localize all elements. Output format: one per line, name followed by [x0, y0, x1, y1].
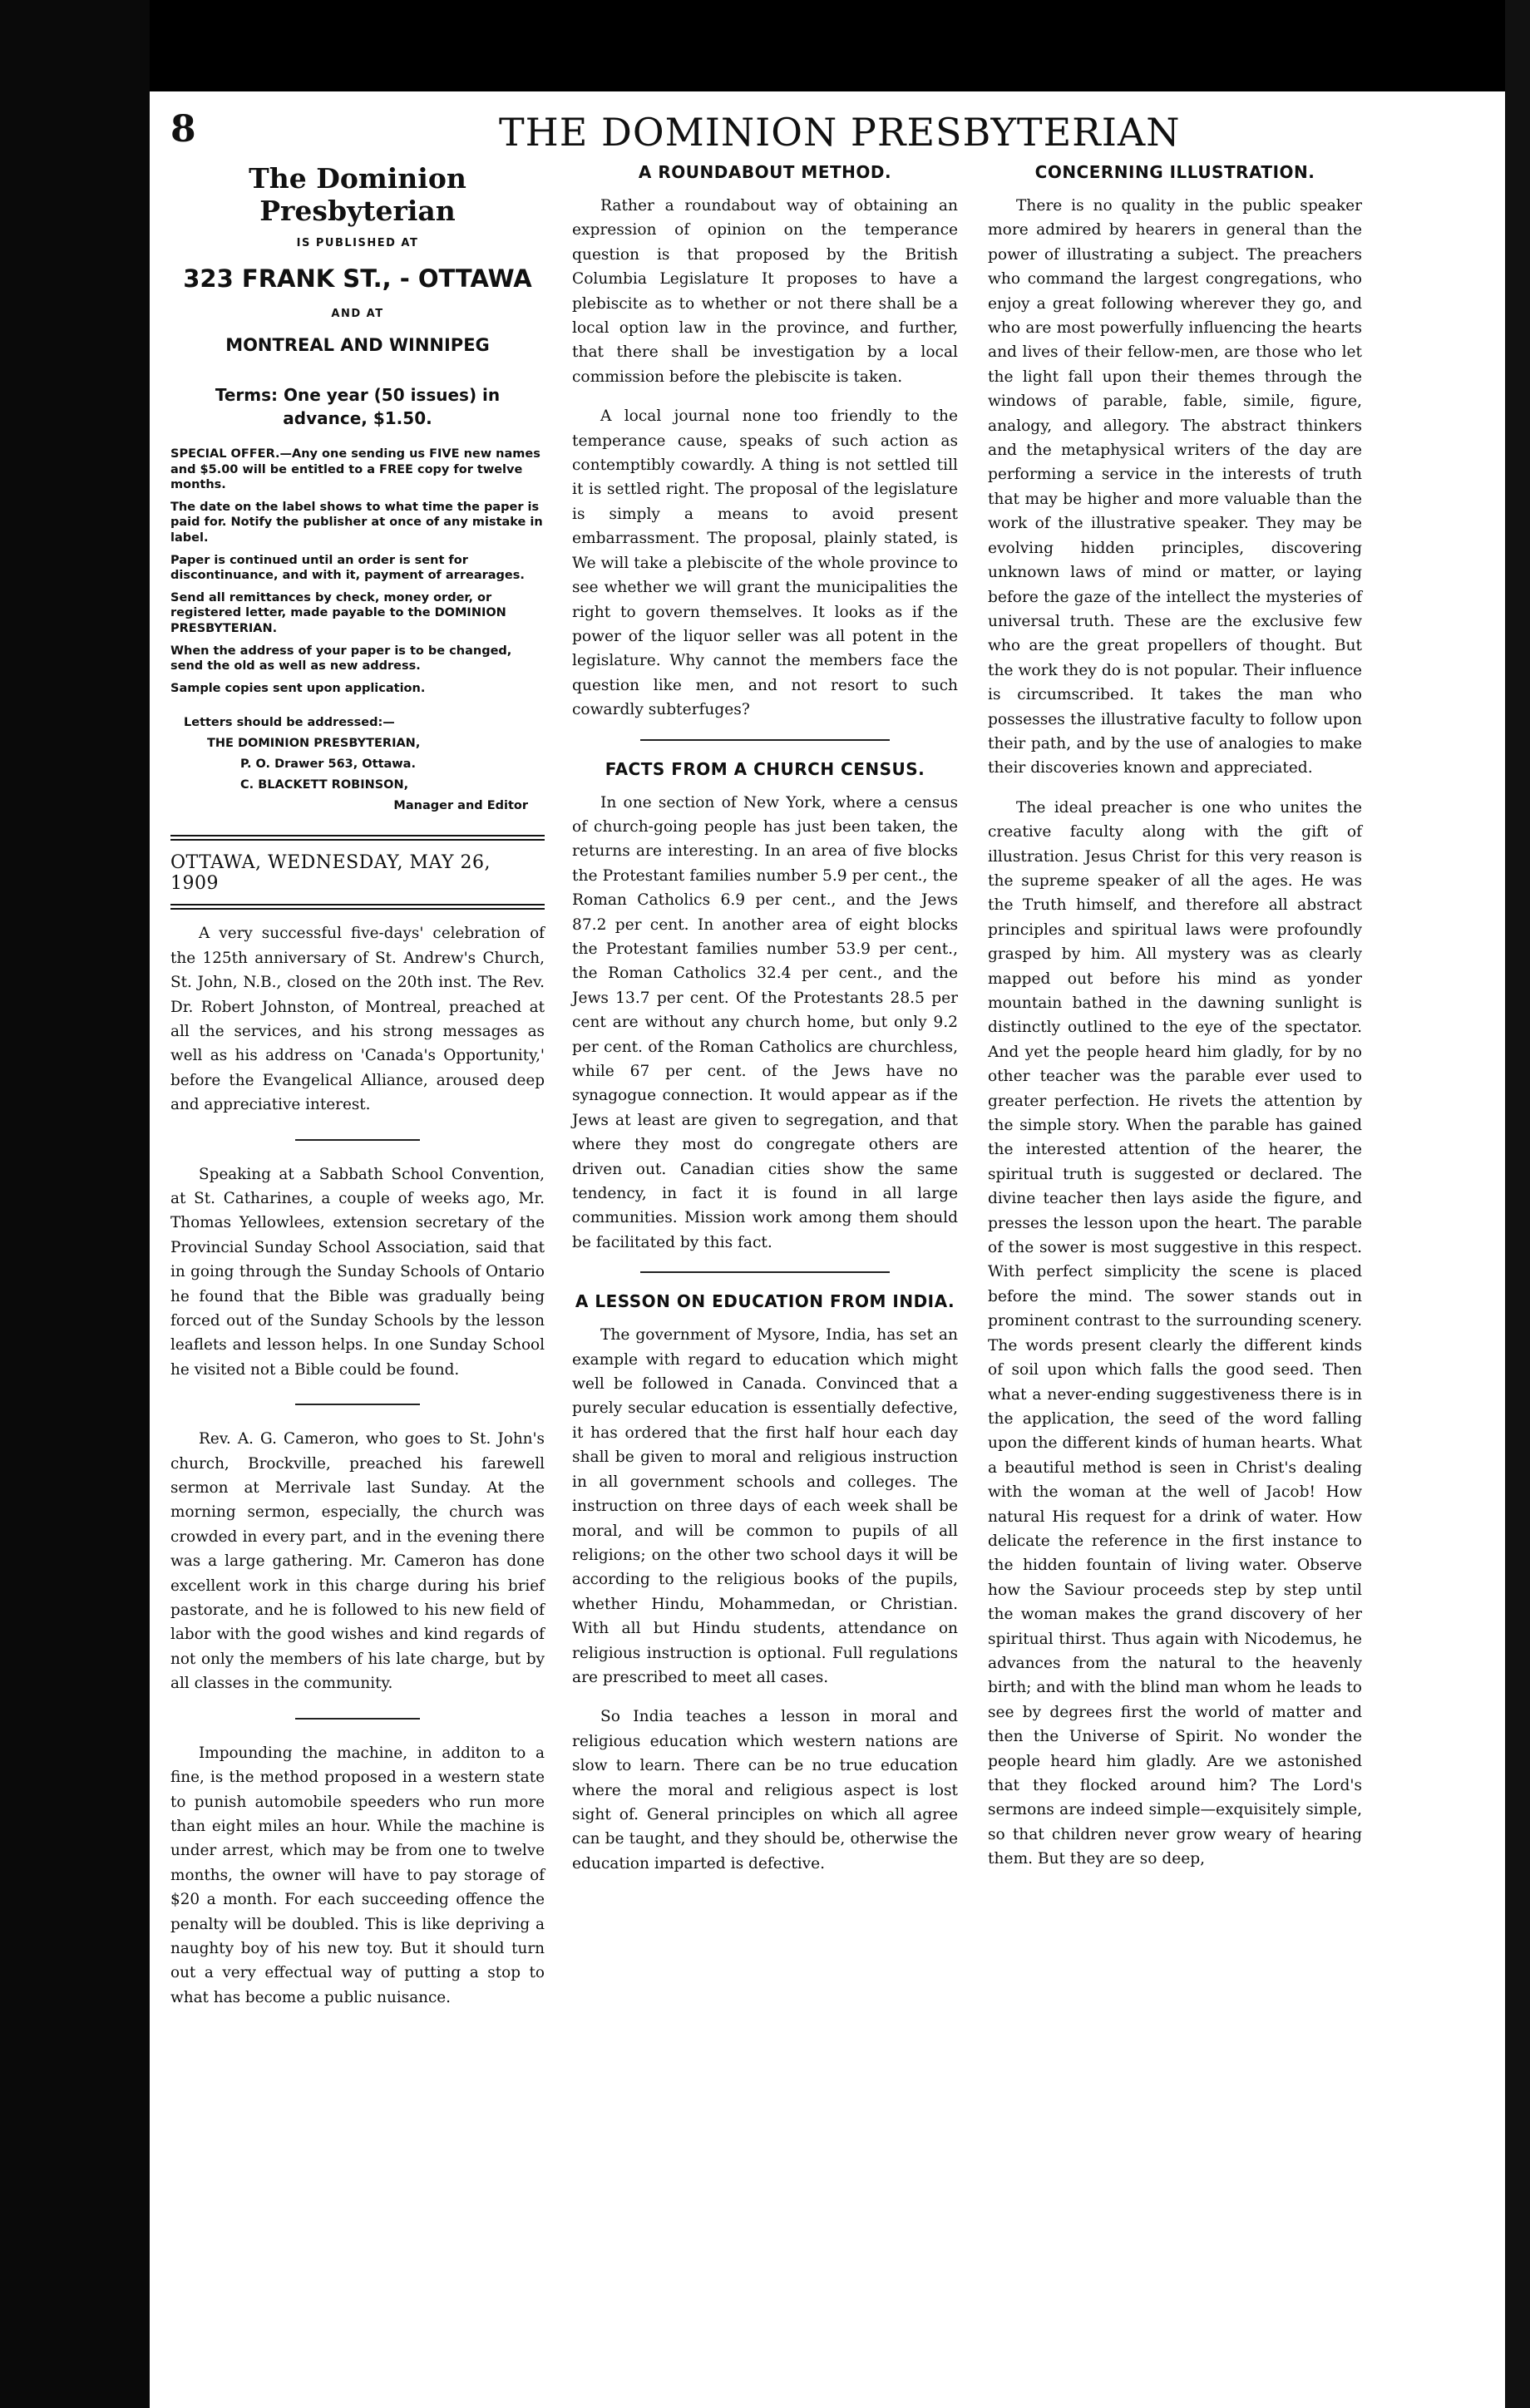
double-rule	[170, 835, 545, 841]
column-3	[988, 162, 1362, 1887]
section-rule	[640, 1271, 890, 1273]
running-head: THE DOMINION PRESBYTERIAN	[499, 110, 1181, 155]
section-rule	[295, 1718, 420, 1720]
letters-address-block	[170, 713, 545, 817]
notice: Send all remittances by check, money order, or registered letter, made payable to the DOMINION PRESBYTERIAN.	[170, 590, 506, 635]
letters-line: P. O. Drawer 563, Ottawa.	[240, 757, 416, 772]
editorial-paragraph: Impounding the machine, in additon to a fine, is the method proposed in a western state to punish automobile speeders who run more than eight miles an hour. While the machine is under arrest, which may be from one to twelve months, the owner will have to pay storage of $20 a month. For each succeeding offence the penalty will be doubled. This is like depriving a naughty boy of his new toy. But it should turn out a very effectual way of putting a stop to what has become a public nuisance.	[170, 1744, 545, 2006]
notice: SPECIAL OFFER.—Any one sending us FIVE new names and $5.00 will be entitled to a FREE copy for twelve months.	[170, 447, 540, 492]
editorial-paragraph: Rev. A. G. Cameron, who goes to St. John's church, Brockville, preached his farewell sermon at Merrivale last Sunday. At the morning sermon, especially, the church was crowded in every part, and in the evening there was a large gathering. Mr. Cameron has done excellent work in this charge during his brief pastorate, and he is followed to his new field of labor with the good wishes and kind regards of not only the members of his late charge, but by all classes in the community.	[170, 1430, 545, 1693]
and-at: AND AT	[331, 308, 384, 320]
letters-line: C. BLACKETT ROBINSON,	[240, 778, 409, 792]
letters-line: THE DOMINION PRESBYTERIAN,	[207, 737, 421, 751]
publisher-notices	[170, 447, 545, 696]
article-paragraph: The ideal preacher is one who unites the creative faculty along with the gift of illustration. Jesus Christ for this very reason is the supreme speaker of all the ages. He was the Truth himself, and therefore all abstract principles and spiritual laws were profoundly grasped by him. All mystery was as clearly mapped out before his mind as yonder mountain bathed in the dawning sunlight is distinctly outlined to the eye of the spectator. And yet the people heard him gladly, for by no other teacher was the parable ever used to greater perfection. He rivets the attention by the simple story. When the parable has gained the interested attention of the hearer, the spiritual truth is suggested or declared. The divine teacher then lays aside the figure, and presses the lesson upon the heart. The parable of the sower is most suggestive in this respect. With perfect simplicity the scene is placed before the mind. The sower stands out in prominent contrast to the surrounding scenery. The words present clearly the different kinds of soil upon which falls the good seed. Then what a never-ending suggestiveness there is in the application, the seed of the word falling upon the different kinds of human hearts. What a beautiful method is seen in Christ's dealing with the woman at the well of Jacob! How natural His request for a drink of water. How delicate the reference in the first instance to the hidden fountain of living water. Observe how the Saviour proceeds step by step until the woman makes the grand discovery of her spiritual thirst. Thus again with Nicodemus, he advances from the natural to the heavenly birth; and with the blind man whom he leads to see by degrees first the world of matter and then the Universe of Spirit. No wonder the people heard him gladly. Are we astonished that they flocked around him? The Lord's sermons are indeed simple—exquisitely simple, so that children never grow weary of hearing them. But they are so deep,	[988, 798, 1362, 1868]
subscription-terms: Terms: One year (50 issues) in advance, $1.50.	[215, 385, 501, 428]
article-heading: A ROUNDABOUT METHOD.	[638, 162, 892, 182]
article-paragraph: Rather a roundabout way of obtaining an expression of opinion on the temperance question is that proposed by the British Columbia Legislature It proposes to have a plebiscite as to whether or not there shall be a local option law in the province, and further, that there shall be investigation by a local commission before the plebiscite is taken.	[572, 197, 958, 386]
article-paragraph: There is no quality in the public speaker more admired by hearers in general than the power of illustrating a subject. The preachers who command the largest congregations, who enjoy a great following wherever they go, and who are most powerfully influencing the hearts and lives of their fellow-men, are those who let the light fall upon their themes through the windows of parable, fable, simile, figure, analogy, and allegory. The abstract thinkers and the metaphysical writers of the day are performing a service in the interests of truth that may be higher and more valuable than the work of the illustrative speaker. They may be evolving hidden principles, discovering unknown laws of mind or matter, or laying before the gaze of the intellect the mysteries of universal truth. These are the exclusive few who are the great propellers of thought. But the work they do is not popular. Their influence is circumscribed. It takes the man who possesses the illustrative faculty to follow upon their path, and by the use of analogies to make their discoveries known and appreciated.	[988, 197, 1362, 777]
section-rule	[295, 1139, 420, 1141]
notice: Sample copies sent upon application.	[170, 681, 426, 695]
editorial-paragraph: Speaking at a Sabbath School Convention, at St. Catharines, a couple of weeks ago, Mr. Thomas Yellowlees, extension secretary of the Provincial Sunday School Association, said that in going through the Sunday Schools of Ontario he found that the Bible was gradually being forced out of the Sunday Schools by the lesson leaflets and lesson helps. In one Sunday School he visited not a Bible could be found.	[170, 1165, 545, 1379]
letters-heading: Letters should be addressed:—	[184, 716, 395, 730]
dateline: OTTAWA, WEDNESDAY, MAY 26, 1909	[170, 852, 491, 895]
editorial-paragraph: A very successful five-days' celebration of the 125th anniversary of St. Andrew's Church, St. John, N.B., closed on the 20th inst. The Rev. Dr. Robert Johnston, of Montreal, preached at all the services, and his strong messages as well as his address on 'Canada's Opportunity,' before the Evangelical Alliance, aroused deep and appreciative interest.	[170, 925, 545, 1114]
scan-right-margin	[1505, 0, 1530, 2408]
masthead-cities: MONTREAL AND WINNIPEG	[225, 335, 490, 355]
column-2	[572, 162, 958, 1891]
double-rule	[170, 904, 545, 910]
column-1	[170, 162, 545, 2025]
notice: Paper is continued until an order is sent for discontinuance, and with it, payment of arrearages.	[170, 553, 525, 583]
article-heading: A LESSON ON EDUCATION FROM INDIA.	[575, 1291, 955, 1312]
article-paragraph: The government of Mysore, India, has set an example with regard to education which might well be followed in Canada. Convinced that a purely secular education is essentially defective, it has ordered that the first half hour each day shall be given to moral and religious instruction in all government schools and colleges. The instruction on three days of each week shall be moral, and will be common to pupils of all religions; on the other two school days it will be according to the religious books of the pupils, whether Hindu, Mohammedan, or Christian. With all but Hindu students, attendance on religious instruction is optional. Full regulations are prescribed to meet all cases.	[572, 1326, 958, 1686]
article-paragraph: A local journal none too friendly to the temperance cause, speaks of such action as contemptibly cowardly. A thing is not settled till it is settled right. The proposal of the legislature is simply a means to avoid present embarrassment. The proposal, plainly stated, is We will take a plebiscite of the whole province to see whether we will grant the municipalities the right to govern themselves. It looks as if the power of the liquor seller was all potent in the legislature. Why cannot the members face the question like men, and not resort to such cowardly subterfuges?	[572, 407, 958, 719]
page-number: 8	[170, 108, 196, 150]
published-at: IS PUBLISHED AT	[296, 237, 419, 249]
masthead-address: 323 FRANK ST., - OTTAWA	[183, 264, 532, 293]
scan-left-margin	[0, 0, 150, 2408]
section-rule	[640, 739, 890, 741]
article-heading: CONCERNING ILLUSTRATION.	[1034, 162, 1315, 182]
editorial-notes	[170, 921, 545, 2010]
article-paragraph: In one section of New York, where a census of church-going people has just been taken, the returns are interesting. In an area of five blocks the Protestant families number 5.9 per cent., the Roman Catholics 6.9 per cent., and the Jews 87.2 per cent. In another area of eight blocks the Protestant families number 53.9 per cent., the Roman Catholics 32.4 per cent., and the Jews 13.7 per cent. Of the Protestants 28.5 per cent are without any church home, but only 9.2 per cent. of the Roman Catholics are churchless, while 67 per cent. of the Jews have no synagogue connection. It would appear as if the Jews at least are given to segregation, and that where they most do congregate others are driven out. Canadian cities show the same tendency, in fact it is found in all large communities. Mission work among them should be facilitated by this fact.	[572, 793, 958, 1251]
article-heading: FACTS FROM A CHURCH CENSUS.	[605, 758, 925, 779]
masthead-title: The Dominion Presbyterian	[249, 162, 466, 227]
notice: When the address of your paper is to be changed, send the old as well as new address.	[170, 644, 512, 674]
notice: The date on the label shows to what time the paper is paid for. Notify the publisher at once of any mistake in label.	[170, 500, 543, 545]
section-rule	[295, 1404, 420, 1405]
letters-line: Manager and Editor	[393, 799, 528, 813]
article-paragraph: So India teaches a lesson in moral and religious education which western nations are slow to learn. There can be no true education where the moral and religious aspect is lost sight of. General principles on which all agree can be taught, and they should be, otherwise the education imparted is defective.	[572, 1708, 958, 1873]
